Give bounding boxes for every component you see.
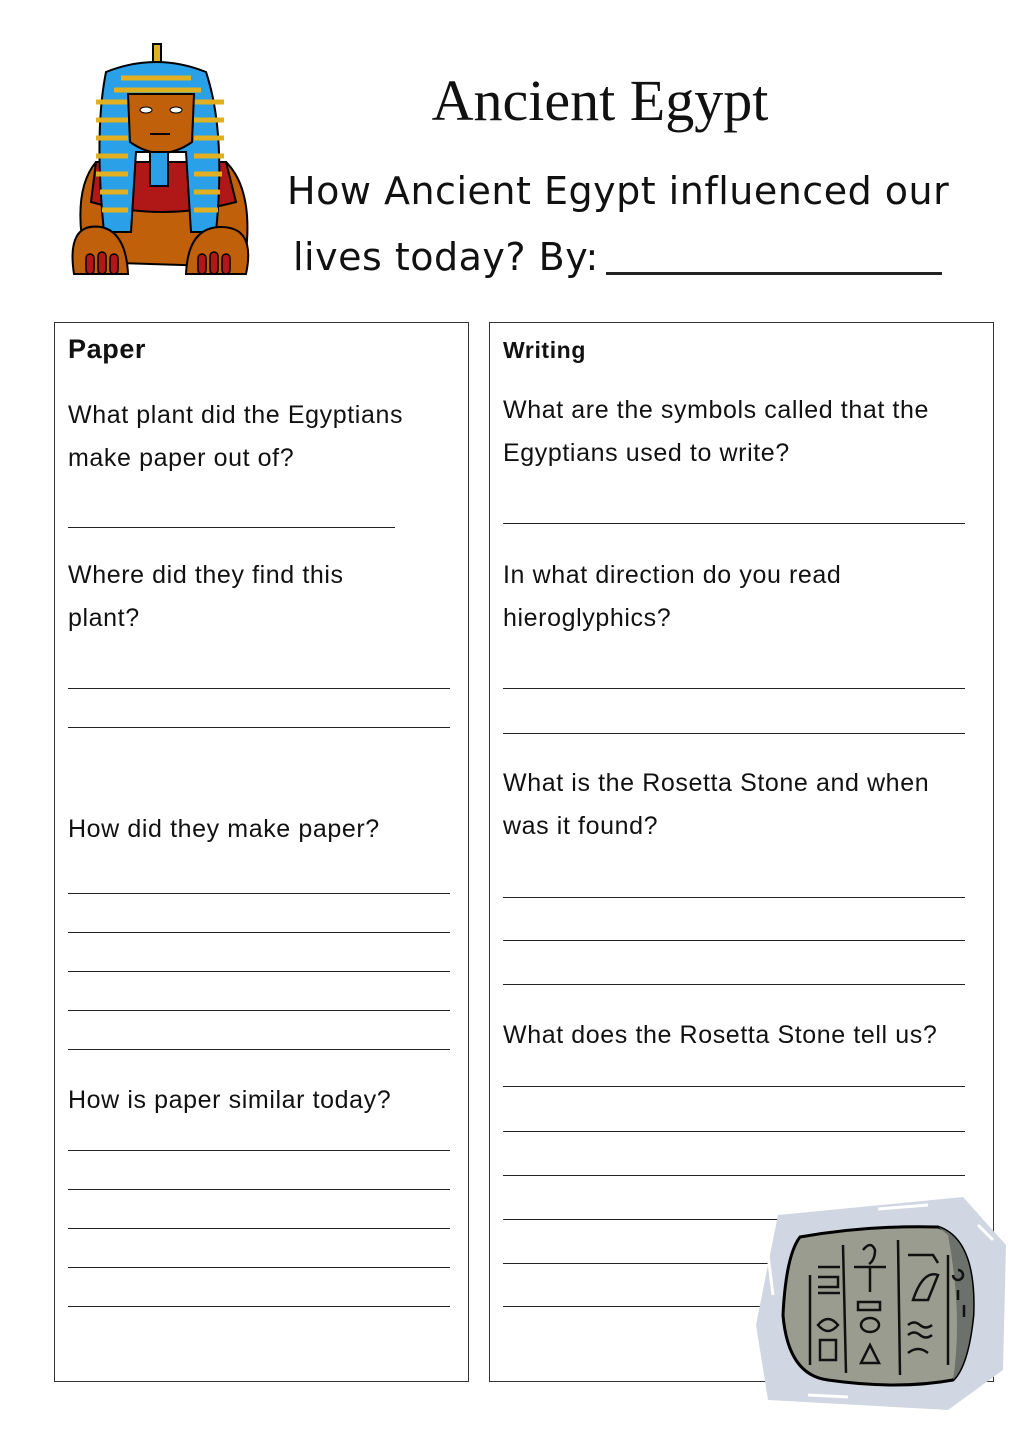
- answer-line[interactable]: [68, 1010, 450, 1011]
- answer-line[interactable]: [68, 527, 395, 528]
- writing-question-4: What does the Rosetta Stone tell us?: [503, 1021, 938, 1049]
- answer-line[interactable]: [68, 688, 450, 689]
- answer-line[interactable]: [68, 1189, 450, 1190]
- sphinx-illustration: [66, 42, 258, 280]
- paper-question-2: Where did they find this: [68, 561, 344, 589]
- answer-line[interactable]: [503, 1131, 965, 1132]
- paper-question-1: What plant did the Egyptians: [68, 401, 404, 429]
- subtitle-line-2: lives today? By:: [293, 235, 599, 279]
- answer-line[interactable]: [68, 1267, 450, 1268]
- answer-line[interactable]: [503, 940, 965, 941]
- answer-line[interactable]: [503, 688, 965, 689]
- writing-question-2: In what direction do you read: [503, 561, 842, 589]
- answer-line[interactable]: [503, 733, 965, 734]
- paper-heading: Paper: [68, 334, 147, 364]
- answer-line[interactable]: [503, 1175, 965, 1176]
- writing-question-1: What are the symbols called that the: [503, 396, 929, 424]
- answer-line[interactable]: [503, 897, 965, 898]
- writing-question-3-cont: was it found?: [503, 812, 659, 840]
- answer-line[interactable]: [68, 1306, 450, 1307]
- subtitle-line-1: How Ancient Egypt influenced our: [287, 169, 950, 213]
- answer-line[interactable]: [68, 1150, 450, 1151]
- writing-question-1-cont: Egyptians used to write?: [503, 439, 790, 467]
- answer-line[interactable]: [68, 727, 450, 728]
- answer-line[interactable]: [68, 1228, 450, 1229]
- page-title: Ancient Egypt: [431, 68, 769, 133]
- answer-line[interactable]: [503, 984, 965, 985]
- answer-line[interactable]: [68, 1049, 450, 1050]
- writing-question-3: What is the Rosetta Stone and when: [503, 769, 930, 797]
- paper-question-2-cont: plant?: [68, 604, 140, 632]
- name-field[interactable]: [606, 272, 942, 275]
- answer-line[interactable]: [68, 893, 450, 894]
- paper-panel: [54, 322, 469, 1382]
- paper-question-1-cont: make paper out of?: [68, 444, 295, 472]
- writing-heading: Writing: [503, 337, 586, 363]
- rosetta-stone-illustration: [748, 1195, 1010, 1413]
- paper-question-3: How did they make paper?: [68, 815, 380, 843]
- answer-line[interactable]: [68, 932, 450, 933]
- answer-line[interactable]: [503, 1086, 965, 1087]
- answer-line[interactable]: [68, 971, 450, 972]
- writing-question-2-cont: hieroglyphics?: [503, 604, 672, 632]
- answer-line[interactable]: [503, 523, 965, 524]
- paper-question-4: How is paper similar today?: [68, 1086, 392, 1114]
